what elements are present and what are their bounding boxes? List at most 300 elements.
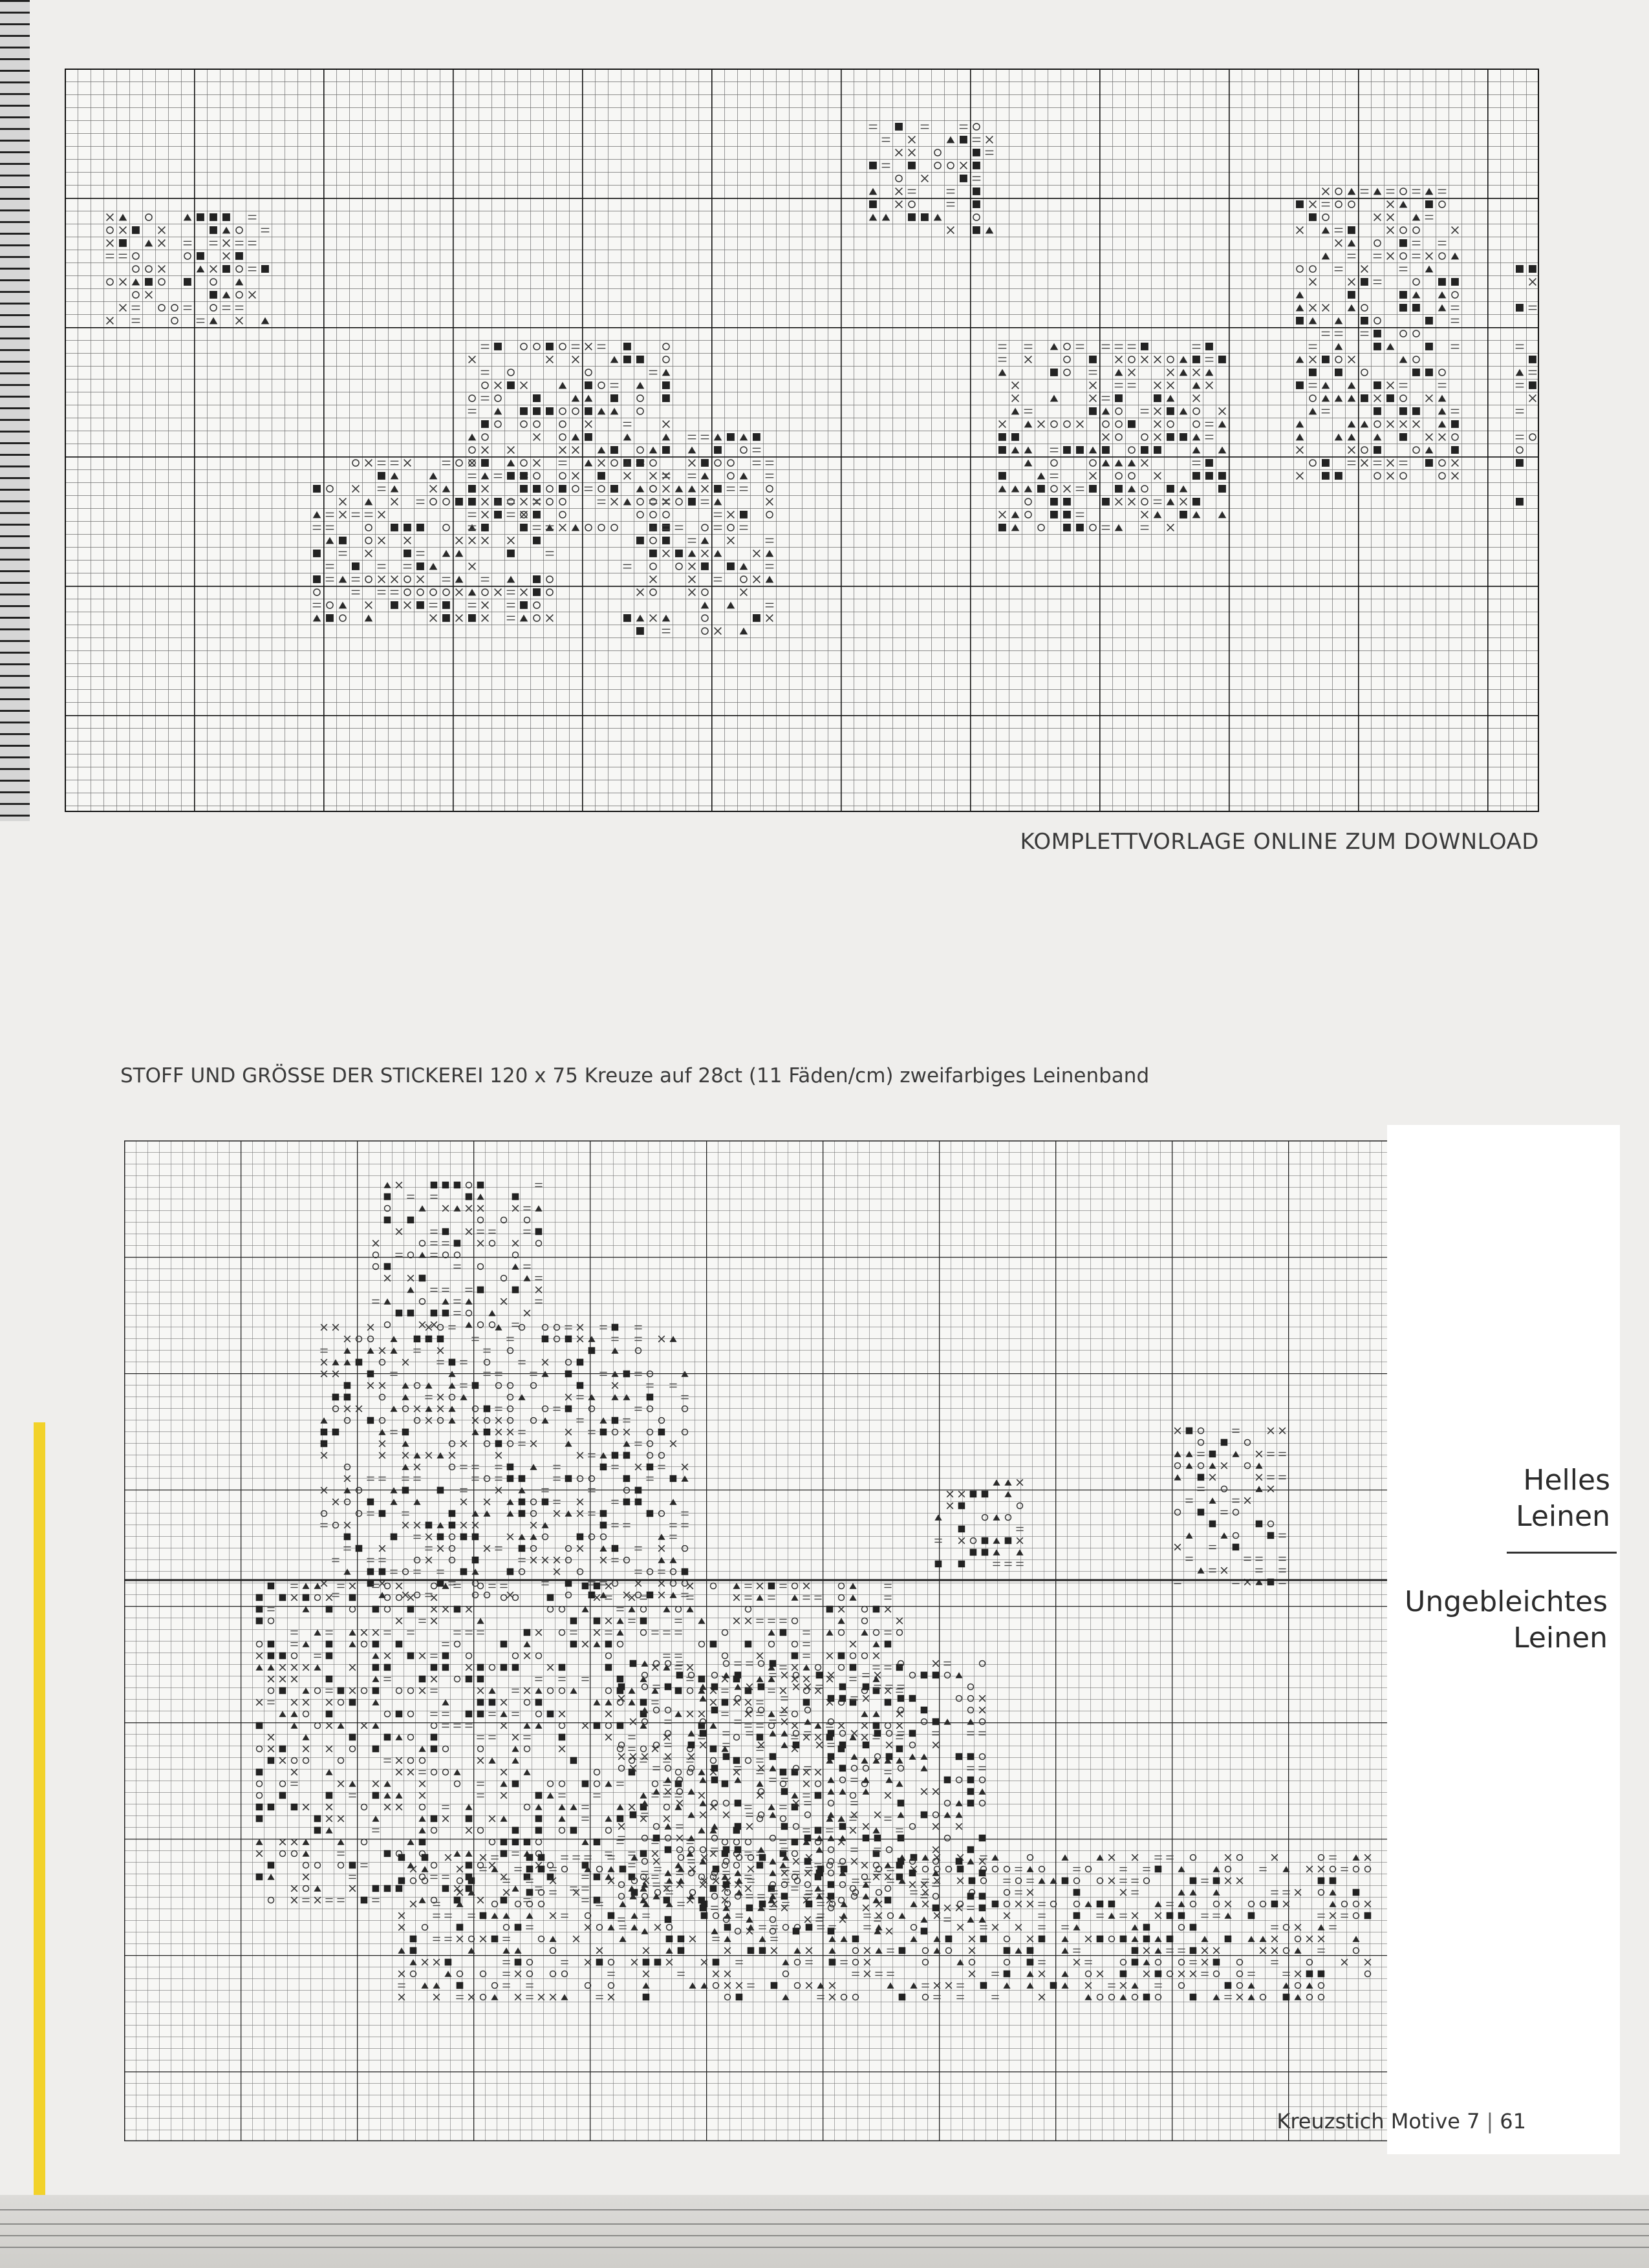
stitch-symbol <box>460 1568 468 1576</box>
stitch-symbol <box>1155 1971 1162 1978</box>
stitch-symbol <box>956 1753 963 1760</box>
stitch-symbol <box>665 1846 672 1854</box>
stitch-symbol <box>727 433 735 441</box>
stitch-symbol <box>533 575 541 583</box>
stitch-symbol <box>608 1912 615 1920</box>
stitch-symbol <box>1050 511 1058 519</box>
stitch-symbol <box>407 1310 415 1317</box>
stitch-symbol <box>407 1217 415 1224</box>
stitch-symbol <box>455 498 463 506</box>
stitch-symbol <box>442 601 450 609</box>
stitch-symbol <box>700 1730 707 1737</box>
stitch-symbol <box>909 1870 916 1877</box>
stitch-symbol <box>1425 200 1433 208</box>
stitch-symbol <box>839 1765 846 1772</box>
stitch-symbol <box>235 252 243 260</box>
stitch-symbol <box>967 1800 975 1807</box>
stitch-symbol <box>1233 1544 1240 1551</box>
stitch-symbol <box>1225 1936 1232 1943</box>
stitch-symbol <box>665 1684 672 1691</box>
stitch-symbol <box>746 1905 753 1912</box>
stitch-symbol <box>594 1618 601 1625</box>
stitch-symbol <box>542 1499 549 1506</box>
stitch-symbol <box>636 356 644 363</box>
stitch-symbol <box>481 420 489 428</box>
stitch-symbol <box>396 1711 403 1718</box>
stitch-symbol <box>1374 381 1381 389</box>
stitch-symbol <box>899 1994 906 2001</box>
page-stack-edge <box>0 2195 1649 2268</box>
stitch-symbol <box>526 1854 534 1861</box>
stitch-symbol <box>653 1835 660 1842</box>
stitch-symbol <box>979 1835 986 1842</box>
stitch-symbol <box>442 1885 449 1892</box>
stitch-symbol <box>402 1429 409 1436</box>
stitch-symbol <box>662 446 670 454</box>
stitch-symbol <box>623 356 631 363</box>
stitch-symbol <box>863 1742 870 1749</box>
stitch-symbol <box>222 213 230 221</box>
stitch-symbol <box>1115 394 1123 402</box>
stitch-symbol <box>1353 1889 1360 1896</box>
stitch-symbol <box>973 226 980 234</box>
stitch-symbol <box>512 1287 519 1294</box>
stitch-symbol <box>559 1664 566 1671</box>
stitch-symbol <box>372 1746 380 1753</box>
stitch-symbol <box>594 1874 601 1881</box>
stitch-symbol <box>332 1429 339 1436</box>
stitch-symbol <box>1221 1439 1228 1446</box>
stitch-symbol <box>326 1792 333 1799</box>
stitch-symbol <box>524 1839 531 1846</box>
stitch-symbol <box>898 1695 905 1702</box>
stitch-symbol <box>1190 1947 1197 1954</box>
stitch-symbol <box>472 1557 479 1564</box>
stitch-symbol <box>1283 1994 1290 2001</box>
stitch-symbol <box>623 1499 630 1506</box>
stitch-symbol <box>815 1792 822 1799</box>
stitch-symbol <box>526 1889 534 1896</box>
stitch-symbol <box>792 1653 799 1660</box>
stitch-symbol <box>1361 394 1368 402</box>
stitch-symbol <box>735 1800 742 1807</box>
stitch-symbol <box>829 1959 836 1966</box>
stitch-symbol <box>816 1870 823 1877</box>
stitch-symbol <box>850 1664 857 1671</box>
stitch-symbol <box>781 1893 788 1900</box>
stitch-symbol <box>512 1664 519 1671</box>
stitch-symbol <box>1256 1521 1263 1528</box>
stitch-symbol <box>1330 1878 1337 1885</box>
stitch-symbol <box>598 472 605 480</box>
stitch-symbol <box>535 1699 543 1706</box>
stitch-symbol <box>501 1641 508 1648</box>
stitch-symbol <box>466 1193 473 1201</box>
stitch-symbol <box>1451 446 1459 454</box>
stitch-symbol <box>678 1947 685 1954</box>
stitch-symbol <box>662 381 670 389</box>
stitch-symbol <box>466 1711 473 1718</box>
stitch-symbol <box>533 537 541 544</box>
stitch-symbol <box>431 1182 438 1189</box>
stitch-symbol <box>1005 1537 1012 1545</box>
stitch-symbol <box>1267 1532 1275 1539</box>
stitch-symbol <box>210 291 217 299</box>
stitch-symbol <box>1073 1889 1081 1896</box>
stitch-symbol <box>349 1699 356 1706</box>
stitch-symbol <box>507 550 515 557</box>
stitch-symbol <box>570 1757 577 1764</box>
stitch-symbol <box>816 1672 823 1679</box>
stitch-symbol <box>477 1699 484 1706</box>
stitch-symbol <box>640 1850 647 1857</box>
stitch-symbol <box>898 1800 905 1807</box>
stitch-symbol <box>1374 343 1381 350</box>
stitch-symbol <box>873 1606 880 1613</box>
stitch-symbol <box>921 1812 928 1819</box>
stitch-symbol <box>723 1753 730 1760</box>
stitch-symbol <box>748 1947 755 1954</box>
stitch-symbol <box>577 1534 584 1541</box>
stitch-symbol <box>1178 1912 1185 1920</box>
stitch-symbol <box>210 226 217 234</box>
stitch-symbol <box>1143 1936 1150 1943</box>
stitch-symbol <box>519 1475 526 1482</box>
stitch-symbol <box>1348 291 1355 299</box>
stitch-symbol <box>367 1568 374 1576</box>
stitch-symbol <box>384 1734 391 1741</box>
stitch-symbol <box>524 1629 531 1636</box>
stitch-symbol <box>1180 433 1187 441</box>
stitch-symbol <box>519 1510 526 1517</box>
stitch-symbol <box>714 446 722 454</box>
stitch-symbol <box>1205 472 1213 480</box>
stitch-symbol <box>1309 213 1317 221</box>
stitch-symbol <box>792 1839 799 1846</box>
stitch-symbol <box>402 1487 409 1494</box>
stitch-symbol <box>998 433 1006 441</box>
stitch-symbol <box>909 1730 916 1737</box>
stitch-symbol <box>384 1664 391 1671</box>
stitch-symbol <box>356 1359 363 1366</box>
stitch-symbol <box>372 1606 380 1613</box>
stitch-symbol <box>839 1695 846 1702</box>
stitch-symbol <box>303 1594 310 1601</box>
stitch-symbol <box>547 1594 554 1601</box>
stitch-symbol <box>419 1676 426 1683</box>
stitch-symbol <box>958 1526 965 1533</box>
stitch-symbol <box>437 1534 444 1541</box>
stitch-symbol <box>426 1336 433 1343</box>
stitch-symbol <box>643 1959 650 1966</box>
stitch-symbol <box>367 1417 374 1424</box>
stitch-symbol <box>828 1928 835 1935</box>
stitch-symbol <box>326 1676 333 1683</box>
stitch-symbol <box>431 1815 438 1823</box>
stitch-symbol <box>711 1765 718 1772</box>
stitch-symbol <box>1050 369 1058 376</box>
stitch-symbol <box>1209 1521 1216 1528</box>
stitch-symbol <box>472 1382 479 1389</box>
stitch-symbol <box>1027 1947 1034 1954</box>
stitch-symbol <box>710 1641 717 1648</box>
legend-divider-line <box>1507 1552 1617 1554</box>
stitch-symbol <box>757 1862 764 1869</box>
stitch-symbol <box>1039 1936 1046 1943</box>
stitch-symbol <box>431 1664 438 1671</box>
stitch-symbol <box>501 1839 508 1846</box>
stitch-symbol <box>321 1440 328 1448</box>
legend-unbleached-line1: Ungebleichtes <box>1405 1585 1608 1618</box>
stitch-symbol <box>1167 407 1174 415</box>
stitch-symbol <box>828 1730 835 1737</box>
stitch-symbol <box>623 343 631 350</box>
stitch-symbol <box>1412 304 1420 312</box>
stitch-symbol <box>1037 485 1045 493</box>
stitch-symbol <box>468 485 476 493</box>
stitch-symbol <box>759 1947 766 1954</box>
stitch-symbol <box>1076 524 1084 531</box>
stitch-symbol <box>184 278 191 286</box>
stitch-symbol <box>268 1804 275 1811</box>
stitch-symbol <box>477 1711 484 1718</box>
stitch-symbol <box>1190 1994 1197 2001</box>
stitch-symbol <box>449 1510 456 1517</box>
stitch-symbol <box>396 1641 403 1648</box>
stitch-symbol <box>481 524 489 531</box>
stitch-symbol <box>770 1660 777 1667</box>
stitch-symbol <box>911 1854 918 1861</box>
stitch-symbol <box>468 498 476 506</box>
stitch-symbol <box>781 1823 788 1830</box>
stitch-symbol <box>1062 1878 1069 1885</box>
stitch-symbol <box>379 1510 386 1517</box>
stitch-symbol <box>960 175 967 182</box>
stitch-symbol <box>1425 317 1433 325</box>
stitch-symbol <box>600 1429 607 1436</box>
stitch-symbol <box>932 1672 940 1679</box>
stitch-symbol <box>998 446 1006 454</box>
stitch-symbol <box>1306 1971 1313 1978</box>
stitch-symbol <box>828 1753 835 1760</box>
stitch-symbol <box>1399 433 1407 441</box>
stitch-symbol <box>454 1606 461 1613</box>
stitch-symbol <box>722 1781 729 1788</box>
stitch-symbol <box>828 1881 835 1888</box>
stitch-symbol <box>759 1901 766 1908</box>
stitch-symbol <box>582 1781 589 1788</box>
stitch-symbol <box>495 1440 502 1448</box>
stitch-symbol <box>1318 1878 1325 1885</box>
stitch-symbol <box>547 1874 554 1881</box>
stitch-symbol <box>1322 356 1330 363</box>
stitch-symbol <box>391 1534 398 1541</box>
stitch-symbol <box>431 1310 438 1317</box>
stitch-symbol <box>1167 1936 1174 1943</box>
stitch-symbol <box>520 485 528 493</box>
stitch-symbol <box>501 1664 508 1671</box>
stitch-symbol <box>967 1753 975 1760</box>
stitch-symbol <box>623 1371 630 1378</box>
stitch-symbol <box>852 1936 859 1943</box>
stitch-symbol <box>466 1862 473 1869</box>
stitch-symbol <box>768 1583 775 1590</box>
stitch-symbol <box>921 1928 928 1935</box>
stitch-symbol <box>828 1695 835 1702</box>
stitch-symbol <box>431 1734 438 1741</box>
stitch-symbol <box>454 1182 461 1189</box>
stitch-symbol <box>437 1336 444 1343</box>
stitch-symbol <box>1167 485 1174 493</box>
stitch-symbol <box>1120 1971 1127 1978</box>
stitch-symbol <box>570 1641 577 1648</box>
stitch-symbol <box>806 1924 813 1931</box>
stitch-symbol <box>898 1835 905 1842</box>
stitch-symbol <box>1115 485 1123 493</box>
stitch-symbol <box>636 627 644 635</box>
stitch-symbol <box>119 239 127 247</box>
stitch-symbol <box>489 1699 496 1706</box>
stitch-symbol <box>698 1722 706 1729</box>
stitch-symbol <box>538 1854 545 1861</box>
stitch-symbol <box>291 1804 298 1811</box>
legend-light-line2: Leinen <box>1516 1500 1610 1533</box>
stitch-symbol <box>279 1792 286 1799</box>
stitch-symbol <box>630 1660 637 1667</box>
stitch-symbol <box>623 1475 630 1482</box>
stitch-symbol <box>1063 511 1071 519</box>
stitch-symbol <box>623 1452 630 1459</box>
stitch-symbol <box>494 343 502 350</box>
stitch-symbol <box>391 601 398 609</box>
stitch-symbol <box>723 1846 730 1854</box>
stitch-symbol <box>501 1850 508 1857</box>
stitch-symbol <box>701 459 709 467</box>
stitch-symbol <box>982 1537 989 1545</box>
stitch-symbol <box>384 1217 391 1224</box>
stitch-symbol <box>197 213 204 221</box>
stitch-symbol <box>538 1866 545 1873</box>
stitch-symbol <box>1399 407 1407 415</box>
stitch-symbol <box>662 537 670 544</box>
stitch-symbol <box>688 498 696 506</box>
stitch-symbol <box>1425 459 1433 467</box>
stitch-symbol <box>1209 1451 1216 1458</box>
stitch-symbol <box>722 1699 729 1706</box>
stitch-symbol <box>559 1734 566 1741</box>
stitch-symbol <box>321 1429 328 1436</box>
stitch-symbol <box>407 1606 415 1613</box>
stitch-symbol <box>1154 446 1161 454</box>
bottom-cross-stitch-chart <box>124 1140 1405 2141</box>
stitch-symbol <box>442 614 450 622</box>
stitch-symbol <box>610 446 618 454</box>
stitch-symbol <box>565 1336 572 1343</box>
stitch-symbol <box>932 1718 940 1726</box>
stitch-symbol <box>279 1594 286 1601</box>
stitch-symbol <box>542 1336 549 1343</box>
stitch-symbol <box>780 1629 787 1636</box>
stitch-symbol <box>714 485 722 493</box>
stitch-symbol <box>326 1606 333 1613</box>
stitch-symbol <box>512 1193 519 1201</box>
stitch-symbol <box>466 1676 473 1683</box>
stitch-symbol <box>507 1568 514 1576</box>
stitch-symbol <box>460 1534 468 1541</box>
stitch-symbol <box>546 343 554 350</box>
stitch-symbol <box>484 1429 491 1436</box>
stitch-symbol <box>533 511 541 519</box>
stitch-symbol <box>398 1854 405 1861</box>
stitch-symbol <box>885 1897 892 1904</box>
stitch-symbol <box>585 433 592 441</box>
stitch-symbol <box>256 1874 263 1881</box>
stitch-symbol <box>1309 369 1317 376</box>
stitch-symbol <box>326 614 334 622</box>
stitch-symbol <box>647 1394 654 1401</box>
stitch-symbol <box>1167 433 1174 441</box>
stitch-symbol <box>753 433 760 441</box>
stitch-symbol <box>222 265 230 273</box>
stitch-symbol <box>1089 485 1097 493</box>
stitch-symbol <box>921 213 929 221</box>
stitch-symbol <box>665 1916 672 1923</box>
stitch-symbol <box>944 1777 951 1784</box>
stitch-symbol <box>960 136 967 144</box>
stitch-symbol <box>1218 472 1226 480</box>
stitch-symbol <box>921 1707 928 1714</box>
stitch-symbol <box>1516 265 1524 273</box>
stitch-symbol <box>314 1815 321 1823</box>
stitch-symbol <box>491 1936 499 1943</box>
stitch-symbol <box>1386 394 1394 402</box>
stitch-symbol <box>1318 1971 1325 1978</box>
page-footer <box>1229 2109 1526 2134</box>
stitch-symbol <box>688 1742 695 1749</box>
stitch-symbol <box>1438 278 1446 286</box>
stitch-symbol <box>647 1510 654 1517</box>
stitch-symbol <box>600 1522 607 1529</box>
stitch-symbol <box>869 162 877 169</box>
stitch-symbol <box>713 1866 720 1873</box>
stitch-symbol <box>701 1912 708 1920</box>
stitch-symbol <box>519 1545 526 1552</box>
stitch-symbol <box>416 562 424 570</box>
stitch-symbol <box>398 1878 405 1885</box>
legend-light-line1: Helles <box>1523 1464 1610 1497</box>
stitch-symbol <box>256 1804 263 1811</box>
stitch-symbol <box>873 1722 880 1729</box>
stitch-symbol <box>874 1730 881 1737</box>
stitch-symbol <box>1205 343 1213 350</box>
stitch-symbol <box>442 1182 449 1189</box>
stitch-symbol <box>1225 1982 1232 1989</box>
stitch-symbol <box>803 1699 810 1706</box>
stitch-symbol <box>1143 1994 1150 2001</box>
stitch-symbol <box>520 472 528 480</box>
stitch-symbol <box>753 614 760 622</box>
stitch-symbol <box>588 1347 596 1354</box>
stitch-symbol <box>484 1406 491 1413</box>
stitch-symbol <box>1192 498 1200 506</box>
stitch-symbol <box>1097 1901 1104 1908</box>
stitch-symbol <box>1120 1936 1127 1943</box>
stitch-symbol <box>1425 343 1433 350</box>
stitch-symbol <box>958 1561 965 1568</box>
stitch-symbol <box>256 1815 263 1823</box>
stitch-symbol <box>863 1835 870 1842</box>
stitch-symbol <box>806 1901 813 1908</box>
